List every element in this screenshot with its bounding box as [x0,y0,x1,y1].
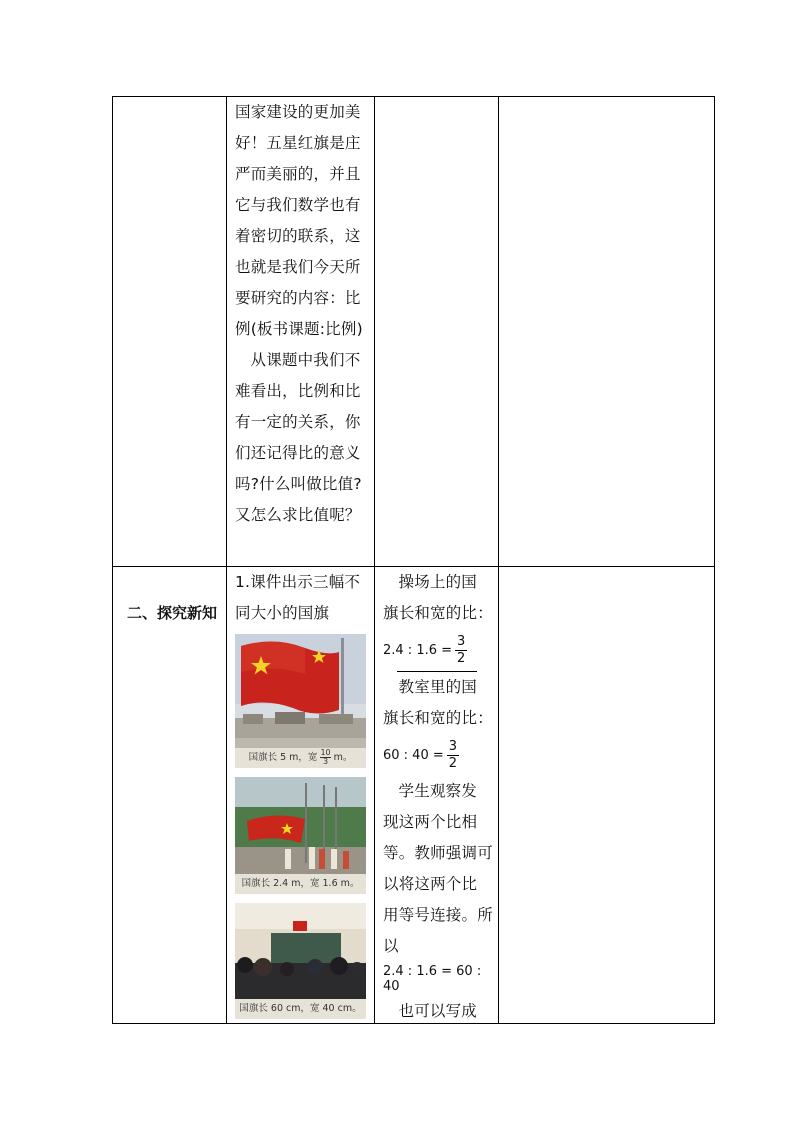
flag-photo-playground [235,634,366,768]
flag-photo-classroom [235,903,366,1019]
caption-fraction [320,749,330,766]
explanation-line: 旗长和宽的比： [383,604,493,622]
lesson-table [112,96,715,1024]
row1-line: 从课题中我们不 [250,351,361,369]
explanation-line: 以 [383,937,399,955]
row1-line: 又怎么求比值呢？ [235,506,361,524]
flag-photo-caption-1 [235,748,366,768]
caption-text: 国旗长 5 m，宽 [248,752,318,763]
explanation-line: 也可以写成 [398,1002,478,1020]
explanation-line: 旗长和宽的比： [383,709,493,727]
fraction-numerator: 3 [457,633,466,649]
equation-fraction [447,739,459,772]
row1-line: 有一定的关系，你 [235,413,361,431]
row1-line: 好！五星红旗是庄 [235,134,361,152]
equation-proportion: 2.4 : 1.6 = 60 : 40 [383,964,482,994]
fraction-denominator: 2 [448,755,458,771]
caption-fraction-numerator: 10 [320,748,331,757]
fraction-numerator: 3 [448,738,458,754]
row1-line: 也就是我们今天所 [235,258,361,276]
row1-line: 它与我们数学也有 [235,196,361,214]
row1-line: 严而美丽的，并且 [235,165,361,183]
equation-classroom [383,734,497,776]
row1-line: 们还记得比的意义 [235,444,361,462]
task-line: 1.课件出示三幅不 [235,573,361,591]
task-line: 同大小的国旗 [235,604,330,622]
row1-line: 吗?什么叫做比值? [235,475,362,493]
explanation-line: 等。教师强调可 [383,844,493,862]
row1-content [235,97,375,531]
col-divider-3 [498,97,499,1023]
explanation-line: 学生观察发 [398,782,478,800]
row1-line: 要研究的内容：比 [235,289,361,307]
equation-left: 2.4 : 1.6 = [383,642,453,658]
flag-photo-caption-2: 国旗长 2.4 m，宽 1.6 m。 [235,874,366,894]
row1-line: 难看出，比例和比 [235,382,361,400]
caption-fraction-denominator: 3 [322,757,329,766]
ratio-explanation [383,567,497,1027]
explanation-line: 操场上的国 [398,573,478,591]
flag-photo-ceremony [235,777,366,894]
explanation-line: 教室里的国 [398,678,478,696]
equation-left: 60 : 40 = [383,747,444,763]
flag-photo-caption-3: 国旗长 60 cm，宽 40 cm。 [235,999,366,1019]
task-text [235,567,375,629]
row1-line: 例(板书课题:比例) [235,320,363,338]
col-divider-1 [226,97,227,1023]
row1-line: 着密切的联系，这 [235,227,361,245]
caption-text: m。 [333,752,353,763]
explanation-line: 用等号连接。所 [383,906,493,924]
equation-fraction [455,634,467,667]
explanation-line: 现这两个比相 [383,813,478,831]
fraction-denominator: 2 [457,650,466,666]
section-heading: 二、探究新知 [127,604,218,622]
equation-playground [383,629,497,671]
explanation-line: 以将这两个比 [383,875,478,893]
row1-line: 国家建设的更加美 [235,103,361,121]
